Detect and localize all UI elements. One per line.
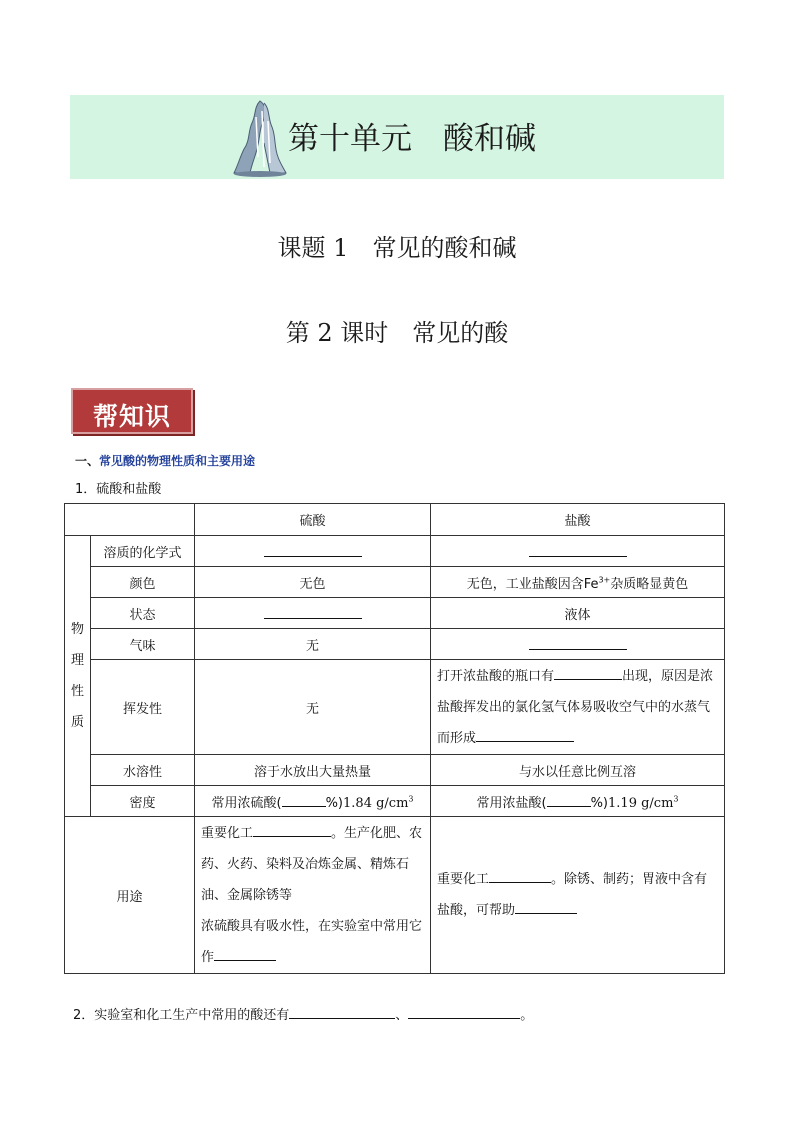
volatility-text-2: 出现，原因是浓盐酸挥发出的氯化氢气体易吸收空气中的水蒸气而形成: [437, 668, 714, 746]
formula-h2so4-blank: [195, 536, 431, 567]
table-row: [65, 567, 725, 598]
density-hcl: [431, 786, 725, 817]
table-row: [65, 629, 725, 660]
use-h2so4-text-3: 浓硫酸具有吸水性，在实验室中常用它作: [201, 918, 423, 965]
answer-blank[interactable]: [264, 542, 362, 557]
knowledge-badge: [71, 388, 193, 434]
density-h2so4-text: 常用浓硫酸(: [211, 795, 282, 811]
header-h2so4: 硫酸: [195, 504, 431, 536]
color-hcl-text: 无色，工业盐酸因含Fe: [466, 576, 599, 592]
table-header-row: [65, 504, 725, 536]
prop-formula: 溶质的化学式: [91, 536, 195, 567]
solubility-hcl: 与水以任意比例互溶: [431, 755, 725, 786]
color-hcl-text-2: 杂质略显黄色: [610, 576, 689, 592]
answer-blank[interactable]: [489, 868, 551, 883]
prop-volatility: 挥发性: [91, 660, 195, 755]
density-h2so4-value: 1.84 g/cm: [343, 795, 409, 811]
odor-hcl-blank: [431, 629, 725, 660]
use-hcl: [431, 817, 725, 974]
answer-blank[interactable]: [547, 792, 591, 807]
unit-title: 第十单元 酸和碱: [288, 121, 536, 157]
section-prefix: 一、: [75, 454, 100, 468]
unit-banner: [70, 95, 724, 179]
prop-state: 状态: [91, 598, 195, 629]
color-hcl: [431, 567, 725, 598]
use-hcl-text-2: 。除锈、制药；胃液中含有盐酸，可帮助: [437, 872, 708, 918]
answer-blank[interactable]: [408, 1004, 520, 1019]
answer-blank[interactable]: [476, 727, 574, 742]
cube-superscript: 3: [673, 794, 679, 804]
formula-hcl-blank: [431, 536, 725, 567]
state-hcl: 液体: [431, 598, 725, 629]
use-h2so4: [195, 817, 431, 974]
period-title: 第 2 课时 常见的酸: [285, 319, 509, 347]
header-hcl: 盐酸: [431, 504, 725, 536]
answer-blank[interactable]: [529, 542, 627, 557]
table-row: [65, 598, 725, 629]
table-row-use: [65, 817, 725, 974]
answer-blank[interactable]: [554, 665, 622, 680]
prop-odor: 气味: [91, 629, 195, 660]
use-h2so4-text-2: 。生产化肥、农药、火药、染料及冶炼金属、精炼石油、金属除锈等: [201, 825, 423, 903]
answer-blank[interactable]: [264, 604, 362, 619]
section-title: 常见酸的物理性质和主要用途: [99, 454, 256, 468]
item-2: [73, 1004, 533, 1023]
density-hcl-value: 1.19 g/cm: [608, 795, 674, 811]
item-1-label: 1．硫酸和盐酸: [75, 482, 162, 497]
item-2-text: 2．实验室和化工生产中常用的酸还有: [73, 1008, 290, 1023]
prop-solubility: 水溶性: [91, 755, 195, 786]
density-h2so4: [195, 786, 431, 817]
volatility-text-1: 打开浓盐酸的瓶口有: [437, 668, 555, 684]
answer-blank[interactable]: [529, 635, 627, 650]
color-h2so4: 无色: [195, 567, 431, 598]
prop-density: 密度: [91, 786, 195, 817]
volatility-hcl: [431, 660, 725, 755]
section-heading: [75, 452, 255, 469]
physical-properties-label: 物理性质: [70, 622, 84, 730]
table-row: [65, 536, 725, 567]
use-h2so4-text-1: 重要化工: [201, 825, 254, 841]
table-row: [65, 755, 725, 786]
density-hcl-pct: %): [590, 795, 609, 811]
fe-charge: 3+: [598, 575, 611, 585]
solubility-h2so4: 溶于水放出大量热量: [195, 755, 431, 786]
physical-label-cell: [65, 536, 91, 817]
use-hcl-text-1: 重要化工: [437, 872, 490, 887]
volatility-h2so4: 无: [195, 660, 431, 755]
table-row: [65, 660, 725, 755]
answer-blank[interactable]: [253, 822, 331, 837]
use-label: 用途: [65, 817, 195, 974]
badge-label: 帮知识: [92, 402, 171, 431]
item-2-end: 。: [520, 1008, 534, 1023]
table-row: [65, 786, 725, 817]
lesson-title: 课题 1 常见的酸和碱: [277, 234, 517, 262]
waterfall-icon: [230, 97, 290, 177]
item-2-sep: 、: [395, 1008, 409, 1023]
answer-blank[interactable]: [282, 792, 326, 807]
state-h2so4-blank: [195, 598, 431, 629]
answer-blank[interactable]: [289, 1004, 395, 1019]
density-h2so4-pct: %): [325, 795, 344, 811]
acid-properties-table: [64, 503, 725, 974]
prop-color: 颜色: [91, 567, 195, 598]
odor-h2so4: 无: [195, 629, 431, 660]
answer-blank[interactable]: [515, 899, 577, 914]
answer-blank[interactable]: [214, 946, 276, 961]
density-hcl-text: 常用浓盐酸(: [476, 795, 547, 811]
header-empty: [65, 504, 195, 536]
cube-superscript: 3: [408, 794, 414, 804]
